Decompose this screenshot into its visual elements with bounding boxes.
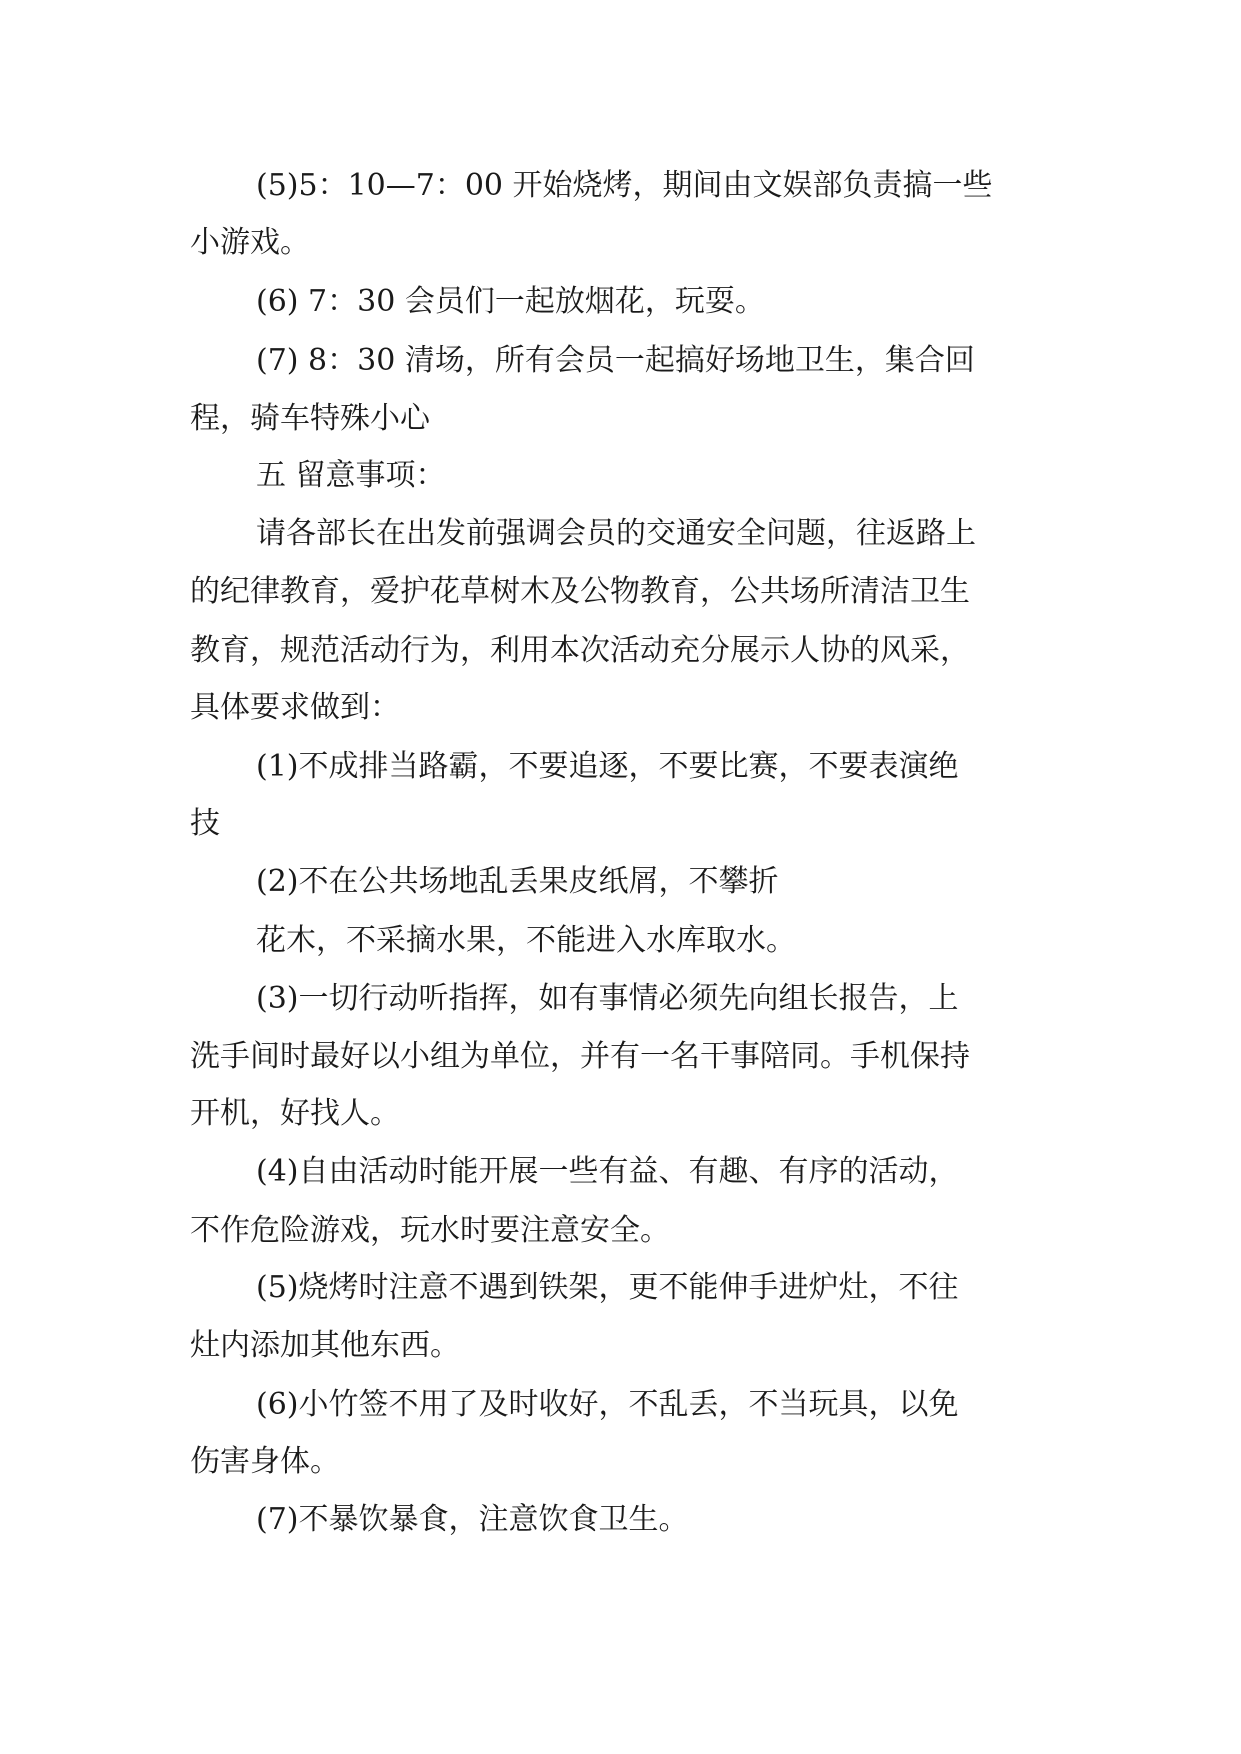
text-line: 不作危险游戏，玩水时要注意安全。 xyxy=(190,1213,670,1248)
text-line: (3)一切行动听指挥，如有事情必须先向组长报告，上 xyxy=(256,981,959,1016)
text-line: (7)不暴饮暴食，注意饮食卫生。 xyxy=(256,1502,689,1537)
text-line: (4)自由活动时能开展一些有益、有趣、有序的活动， xyxy=(256,1154,959,1189)
text-line: 伤害身体。 xyxy=(190,1444,340,1479)
text-line: 技 xyxy=(190,806,220,841)
text-line: 开机，好找人。 xyxy=(190,1096,400,1131)
text-line: (6) 7：30 会员们一起放烟花，玩耍。 xyxy=(256,284,765,319)
text-line: 请各部长在出发前强调会员的交通安全问题，往返路上 xyxy=(256,516,976,551)
text-line: 具体要求做到： xyxy=(190,690,400,725)
section-heading: 五 留意事项： xyxy=(256,458,446,493)
text-line: 的纪律教育，爱护花草树木及公物教育，公共场所清洁卫生 xyxy=(190,574,970,609)
text-line: 程，骑车特殊小心 xyxy=(190,401,430,436)
text-line: 小游戏。 xyxy=(190,225,310,260)
text-line: (2)不在公共场地乱丢果皮纸屑，不攀折 xyxy=(256,864,779,899)
text-line: (7) 8：30 清场，所有会员一起搞好场地卫生，集合回 xyxy=(256,343,975,378)
text-line: (6)小竹签不用了及时收好，不乱丢，不当玩具，以免 xyxy=(256,1387,959,1422)
text-line: (5)烧烤时注意不遇到铁架，更不能伸手进炉灶，不往 xyxy=(256,1270,959,1305)
text-line: 教育，规范活动行为，利用本次活动充分展示人协的风采， xyxy=(190,633,970,668)
text-line: 洗手间时最好以小组为单位，并有一名干事陪同。手机保持 xyxy=(190,1039,970,1074)
text-line: (5)5：10—7：00 开始烧烤，期间由文娱部负责搞一些 xyxy=(256,168,993,203)
text-line: 灶内添加其他东西。 xyxy=(190,1328,460,1363)
text-line: 花木，不采摘水果，不能进入水库取水。 xyxy=(256,923,796,958)
text-line: (1)不成排当路霸，不要追逐，不要比赛，不要表演绝 xyxy=(256,749,959,784)
